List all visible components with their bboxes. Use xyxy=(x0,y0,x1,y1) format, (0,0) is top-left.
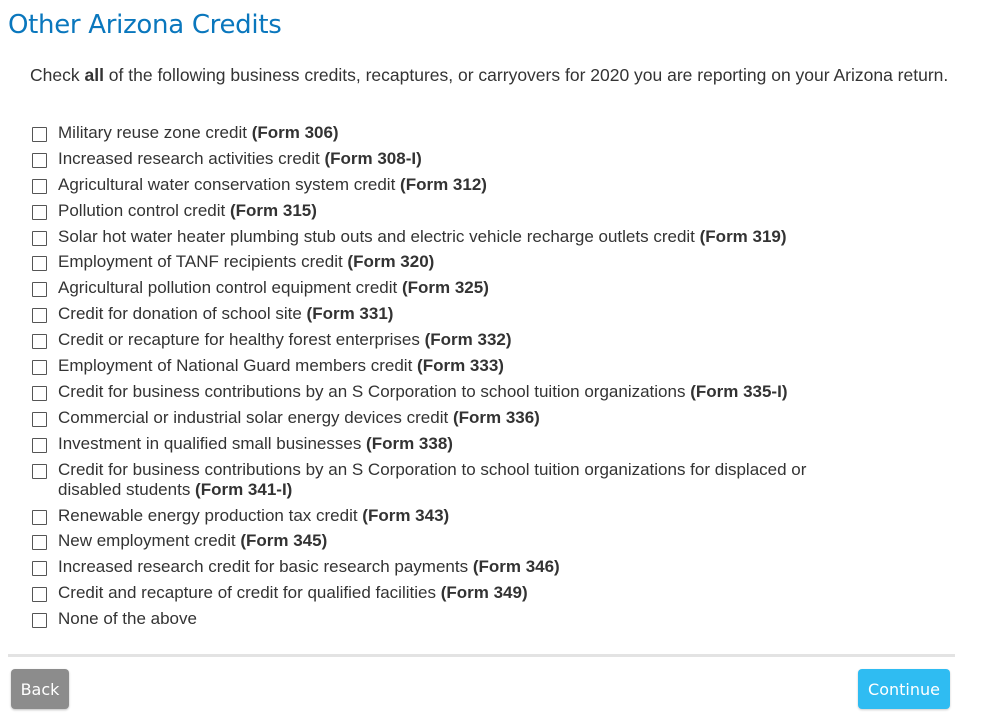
form-reference: (Form 320) xyxy=(347,252,435,272)
checkbox-icon[interactable] xyxy=(32,308,47,323)
checkbox-icon[interactable] xyxy=(32,412,47,427)
checkbox-icon[interactable] xyxy=(32,535,47,550)
form-reference: (Form 315) xyxy=(229,200,317,220)
checkbox-form-341-i[interactable] xyxy=(32,460,932,506)
credit-checkbox-list xyxy=(32,123,932,635)
checkbox-form-346[interactable] xyxy=(32,557,932,583)
checkbox-form-333[interactable] xyxy=(32,356,932,382)
checkbox-label[interactable]: Employment of National Guard members credit (Form 333) xyxy=(58,356,504,376)
checkbox-icon[interactable] xyxy=(32,386,47,401)
checkbox-label[interactable]: Increased research credit for basic research payments (Form 346) xyxy=(58,557,560,577)
checkbox-label[interactable]: New employment credit (Form 345) xyxy=(58,531,328,551)
checkbox-label[interactable]: Credit for donation of school site (Form 331) xyxy=(58,304,394,324)
checkbox-form-315[interactable] xyxy=(32,201,932,227)
form-reference: (Form 336) xyxy=(452,407,540,427)
checkbox-label[interactable]: None of the above xyxy=(58,609,197,629)
footer-divider xyxy=(8,654,955,657)
form-reference: (Form 312) xyxy=(400,174,487,194)
checkbox-label[interactable]: Solar hot water heater plumbing stub outs and electric vehicle recharge outlets credit (Form 319) xyxy=(58,226,787,246)
checkbox-form-319[interactable] xyxy=(32,227,932,253)
checkbox-label[interactable]: Credit for business contributions by an S Corporation to school tuition organizations for displaced or disabled students (Form 341-I) xyxy=(58,459,807,499)
checkbox-form-320[interactable] xyxy=(32,252,932,278)
checkbox-none-of-the-above[interactable] xyxy=(32,609,932,635)
form-reference: (Form 345) xyxy=(240,531,328,551)
checkbox-label[interactable]: Credit for business contributions by an S Corporation to school tuition organizations (Form 335-I) xyxy=(58,381,788,401)
checkbox-form-308-i[interactable] xyxy=(32,149,932,175)
checkbox-label[interactable]: Employment of TANF recipients credit (Form 320) xyxy=(58,252,435,272)
checkbox-form-312[interactable] xyxy=(32,175,932,201)
continue-button[interactable]: Continue xyxy=(858,669,950,709)
checkbox-form-306[interactable] xyxy=(32,123,932,149)
checkbox-icon[interactable] xyxy=(32,256,47,271)
form-reference: (Form 333) xyxy=(417,356,504,376)
checkbox-label[interactable]: Credit or recapture for healthy forest enterprises (Form 332) xyxy=(58,330,512,350)
checkbox-form-349[interactable] xyxy=(32,583,932,609)
checkbox-label[interactable]: Increased research activities credit (Form 308-I) xyxy=(58,148,422,168)
checkbox-label[interactable]: Agricultural pollution control equipment credit (Form 325) xyxy=(58,278,489,298)
checkbox-icon[interactable] xyxy=(32,438,47,453)
instructions-pre: Check xyxy=(30,65,85,85)
checkbox-icon[interactable] xyxy=(32,510,47,525)
form-reference: (Form 341-I) xyxy=(195,479,293,499)
checkbox-form-343[interactable] xyxy=(32,506,932,532)
checkbox-label[interactable]: Pollution control credit (Form 315) xyxy=(58,200,317,220)
instructions-bold: all xyxy=(84,65,104,85)
form-reference: (Form 308-I) xyxy=(324,148,422,168)
checkbox-form-345[interactable] xyxy=(32,531,932,557)
checkbox-label[interactable]: Military reuse zone credit (Form 306) xyxy=(58,123,339,142)
checkbox-label[interactable]: Renewable energy production tax credit (Form 343) xyxy=(58,505,450,525)
form-reference: (Form 343) xyxy=(362,505,450,525)
checkbox-form-325[interactable] xyxy=(32,278,932,304)
form-reference: (Form 335-I) xyxy=(690,381,788,401)
checkbox-icon[interactable] xyxy=(32,127,47,142)
checkbox-icon[interactable] xyxy=(32,613,47,628)
checkbox-icon[interactable] xyxy=(32,282,47,297)
form-reference: (Form 332) xyxy=(424,330,512,350)
form-reference: (Form 346) xyxy=(472,557,560,577)
checkbox-label[interactable]: Investment in qualified small businesses (Form 338) xyxy=(58,433,453,453)
back-button[interactable]: Back xyxy=(11,669,69,709)
form-reference: (Form 319) xyxy=(699,226,787,246)
checkbox-icon[interactable] xyxy=(32,153,47,168)
form-reference: (Form 331) xyxy=(306,304,394,324)
checkbox-label[interactable]: Agricultural water conservation system credit (Form 312) xyxy=(58,174,487,194)
form-reference: (Form 306) xyxy=(251,123,339,142)
instructions-post: of the following business credits, recaptures, or carryovers for 2020 you are reporting on your Arizona return. xyxy=(103,65,949,85)
checkbox-icon[interactable] xyxy=(32,561,47,576)
checkbox-label[interactable]: Commercial or industrial solar energy devices credit (Form 336) xyxy=(58,407,540,427)
checkbox-icon[interactable] xyxy=(32,587,47,602)
checkbox-form-332[interactable] xyxy=(32,330,932,356)
checkbox-form-331[interactable] xyxy=(32,304,932,330)
checkbox-icon[interactable] xyxy=(32,334,47,349)
checkbox-icon[interactable] xyxy=(32,360,47,375)
checkbox-label[interactable]: Credit and recapture of credit for qualified facilities (Form 349) xyxy=(58,583,528,603)
form-reference: (Form 338) xyxy=(366,433,453,453)
checkbox-form-335-i[interactable] xyxy=(32,382,932,408)
form-reference: (Form 349) xyxy=(440,583,528,603)
instructions xyxy=(30,64,960,86)
checkbox-form-338[interactable] xyxy=(32,434,932,460)
form-reference: (Form 325) xyxy=(401,278,489,298)
checkbox-icon[interactable] xyxy=(32,205,47,220)
checkbox-form-336[interactable] xyxy=(32,408,932,434)
checkbox-icon[interactable] xyxy=(32,179,47,194)
page-title: Other Arizona Credits xyxy=(8,10,282,40)
checkbox-icon[interactable] xyxy=(32,231,47,246)
checkbox-icon[interactable] xyxy=(32,464,47,479)
